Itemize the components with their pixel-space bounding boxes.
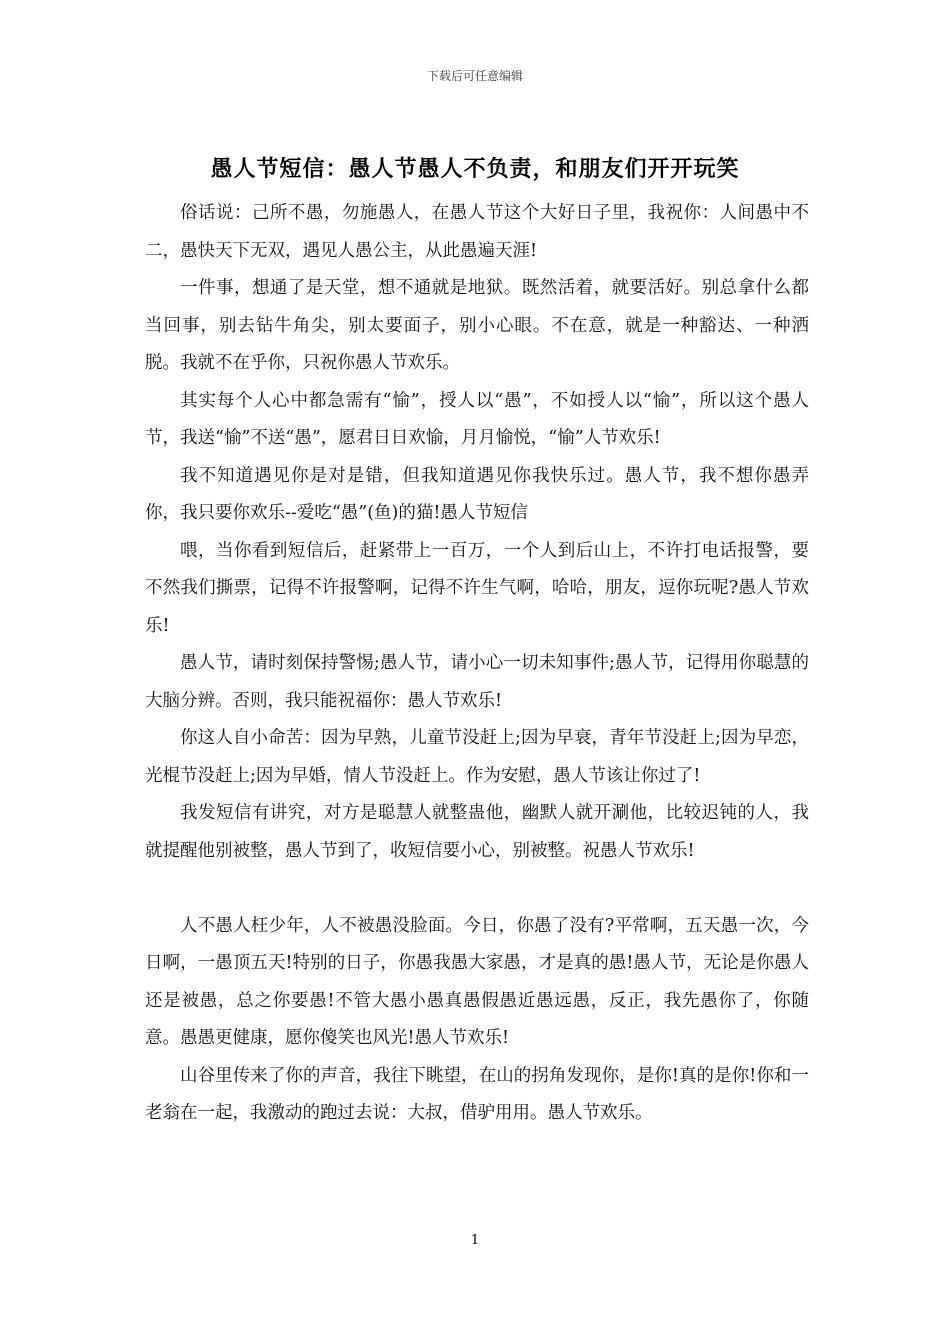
paragraph-3: 其实每个人心中都急需有“愉”，授人以“愚”，不如授人以“愉”，所以这个愚人节，我送“愉”不送“愚”，愿君日日欢愉，月月愉悦，“愉”人节欢乐! xyxy=(145,390,809,448)
paragraph-6: 愚人节，请时刻保持警惕;愚人节，请小心一切未知事件;愚人节，记得用你聪慧的大脑分辨。否则，我只能祝福你：愚人节欢乐! xyxy=(145,653,809,711)
page-number: 1 xyxy=(470,1233,480,1248)
page-header: 下载后可任意编辑 xyxy=(426,69,523,83)
paragraph-2: 一件事，想通了是天堂，想不通就是地狱。既然活着，就要活好。别总拿什么都当回事，别去钻牛角尖，别太要面子，别小心眼。不在意，就是一种豁达、一种洒脱。我就不在乎你，只祝你愚人节欢乐。 xyxy=(145,278,809,373)
paragraph-5: 喂，当你看到短信后，赶紧带上一百万，一个人到后山上，不许打电话报警，要不然我们撕票，记得不许报警啊，记得不许生气啊，哈哈，朋友，逗你玩呢?愚人节欢乐! xyxy=(145,540,809,636)
document-title: 愚人节短信：愚人节愚人不负责，和朋友们开开玩笑 xyxy=(210,156,740,182)
paragraph-4: 我不知道遇见你是对是错，但我知道遇见你我快乐过。愚人节，我不想你愚弄你，我只要你欢乐--爱吃“愚”(鱼)的猫!愚人节短信 xyxy=(145,465,809,523)
paragraph-8: 我发短信有讲究，对方是聪慧人就整蛊他，幽默人就开涮他，比较迟钝的人，我就提醒他别被整，愚人节到了，收短信要小心，别被整。祝愚人节欢乐! xyxy=(145,803,809,861)
document-body xyxy=(145,195,809,1133)
paragraph-9: 人不愚人枉少年，人不被愚没脸面。今日，你愚了没有?平常啊，五天愚一次，今日啊，一愚顶五天!特别的日子，你愚我愚大家愚，才是真的愚!愚人节，无论是你愚人还是被愚，总之你要愚!不管大愚小愚真愚假愚近愚远愚，反正，我先愚你了，你随意。愚愚更健康，愿你傻笑也风光!愚人节欢乐! xyxy=(145,915,809,1048)
paragraph-1: 俗话说：己所不愚，勿施愚人，在愚人节这个大好日子里，我祝你：人间愚中不二，愚快天下无双，遇见人愚公主，从此愚遍天涯! xyxy=(145,203,809,261)
paragraph-7: 你这人自小命苦：因为早熟，儿童节没赶上;因为早衰，青年节没赶上;因为早恋，光棍节没赶上;因为早婚，情人节没赶上。作为安慰，愚人节该让你过了! xyxy=(145,728,809,786)
paragraph-10: 山谷里传来了你的声音，我往下眺望，在山的拐角发现你，是你!真的是你!你和一老翁在一起，我激动的跑过去说：大叔，借驴用用。愚人节欢乐。 xyxy=(145,1065,809,1123)
